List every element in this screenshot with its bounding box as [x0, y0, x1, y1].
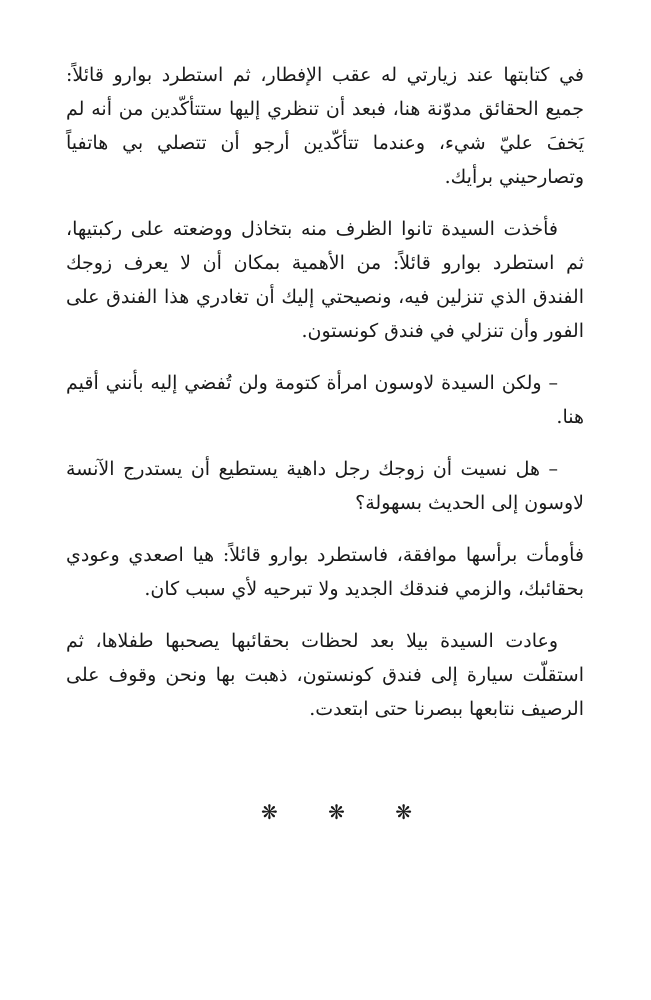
paragraph-1: في كتابتها عند زيارتي له عقب الإفطار، ثم استطرد بوارو قائلاً: جميع الحقائق مدوّنة هنا، فبعد أن تنظري إليها ستتأكّدين من أنه لم يَخفَ عليّ شيء، وعندما تتأكّدين أرجو أن تتصلي بي هاتفياً وتصارحيني برأيك. [66, 64, 584, 188]
paragraph-5: فأومأت برأسها موافقة، فاستطرد بوارو قائلاً: هيا اصعدي وعودي بحقائبك، والزمي فندقك الجديد ولا تبرحيه لأي سبب كان. [66, 544, 584, 600]
paragraph-6: وعادت السيدة بيلا بعد لحظات بحقائبها يصحبها طفلاها، ثم استقلّت سيارة إلى فندق كونستون، ذهبت بها ونحن وقوف على الرصيف نتابعها ببصرنا حتى ابتعدت. [66, 630, 584, 720]
paragraph-2: فأخذت السيدة تانوا الظرف منه بتخاذل ووضعته على ركبتيها، ثم استطرد بوارو قائلاً: من الأهمية بمكان أن لا يعرف زوجك الفندق الذي تنزلين فيه، ونصيحتي إليك أن تغادري هذا الفندق على الفور وأن تنزلي في فندق كونستون. [66, 218, 584, 342]
section-separator: ❋ ❋ ❋ [261, 800, 434, 824]
paragraph-3-dialogue: – ولكن السيدة لاوسون امرأة كتومة ولن تُفضي إليه بأنني أقيم هنا. [66, 372, 584, 428]
paragraph-4-dialogue: – هل نسيت أن زوجك رجل داهية يستطيع أن يستدرج الآنسة لاوسون إلى الحديث بسهولة؟ [66, 458, 584, 514]
page-body [66, 58, 584, 744]
